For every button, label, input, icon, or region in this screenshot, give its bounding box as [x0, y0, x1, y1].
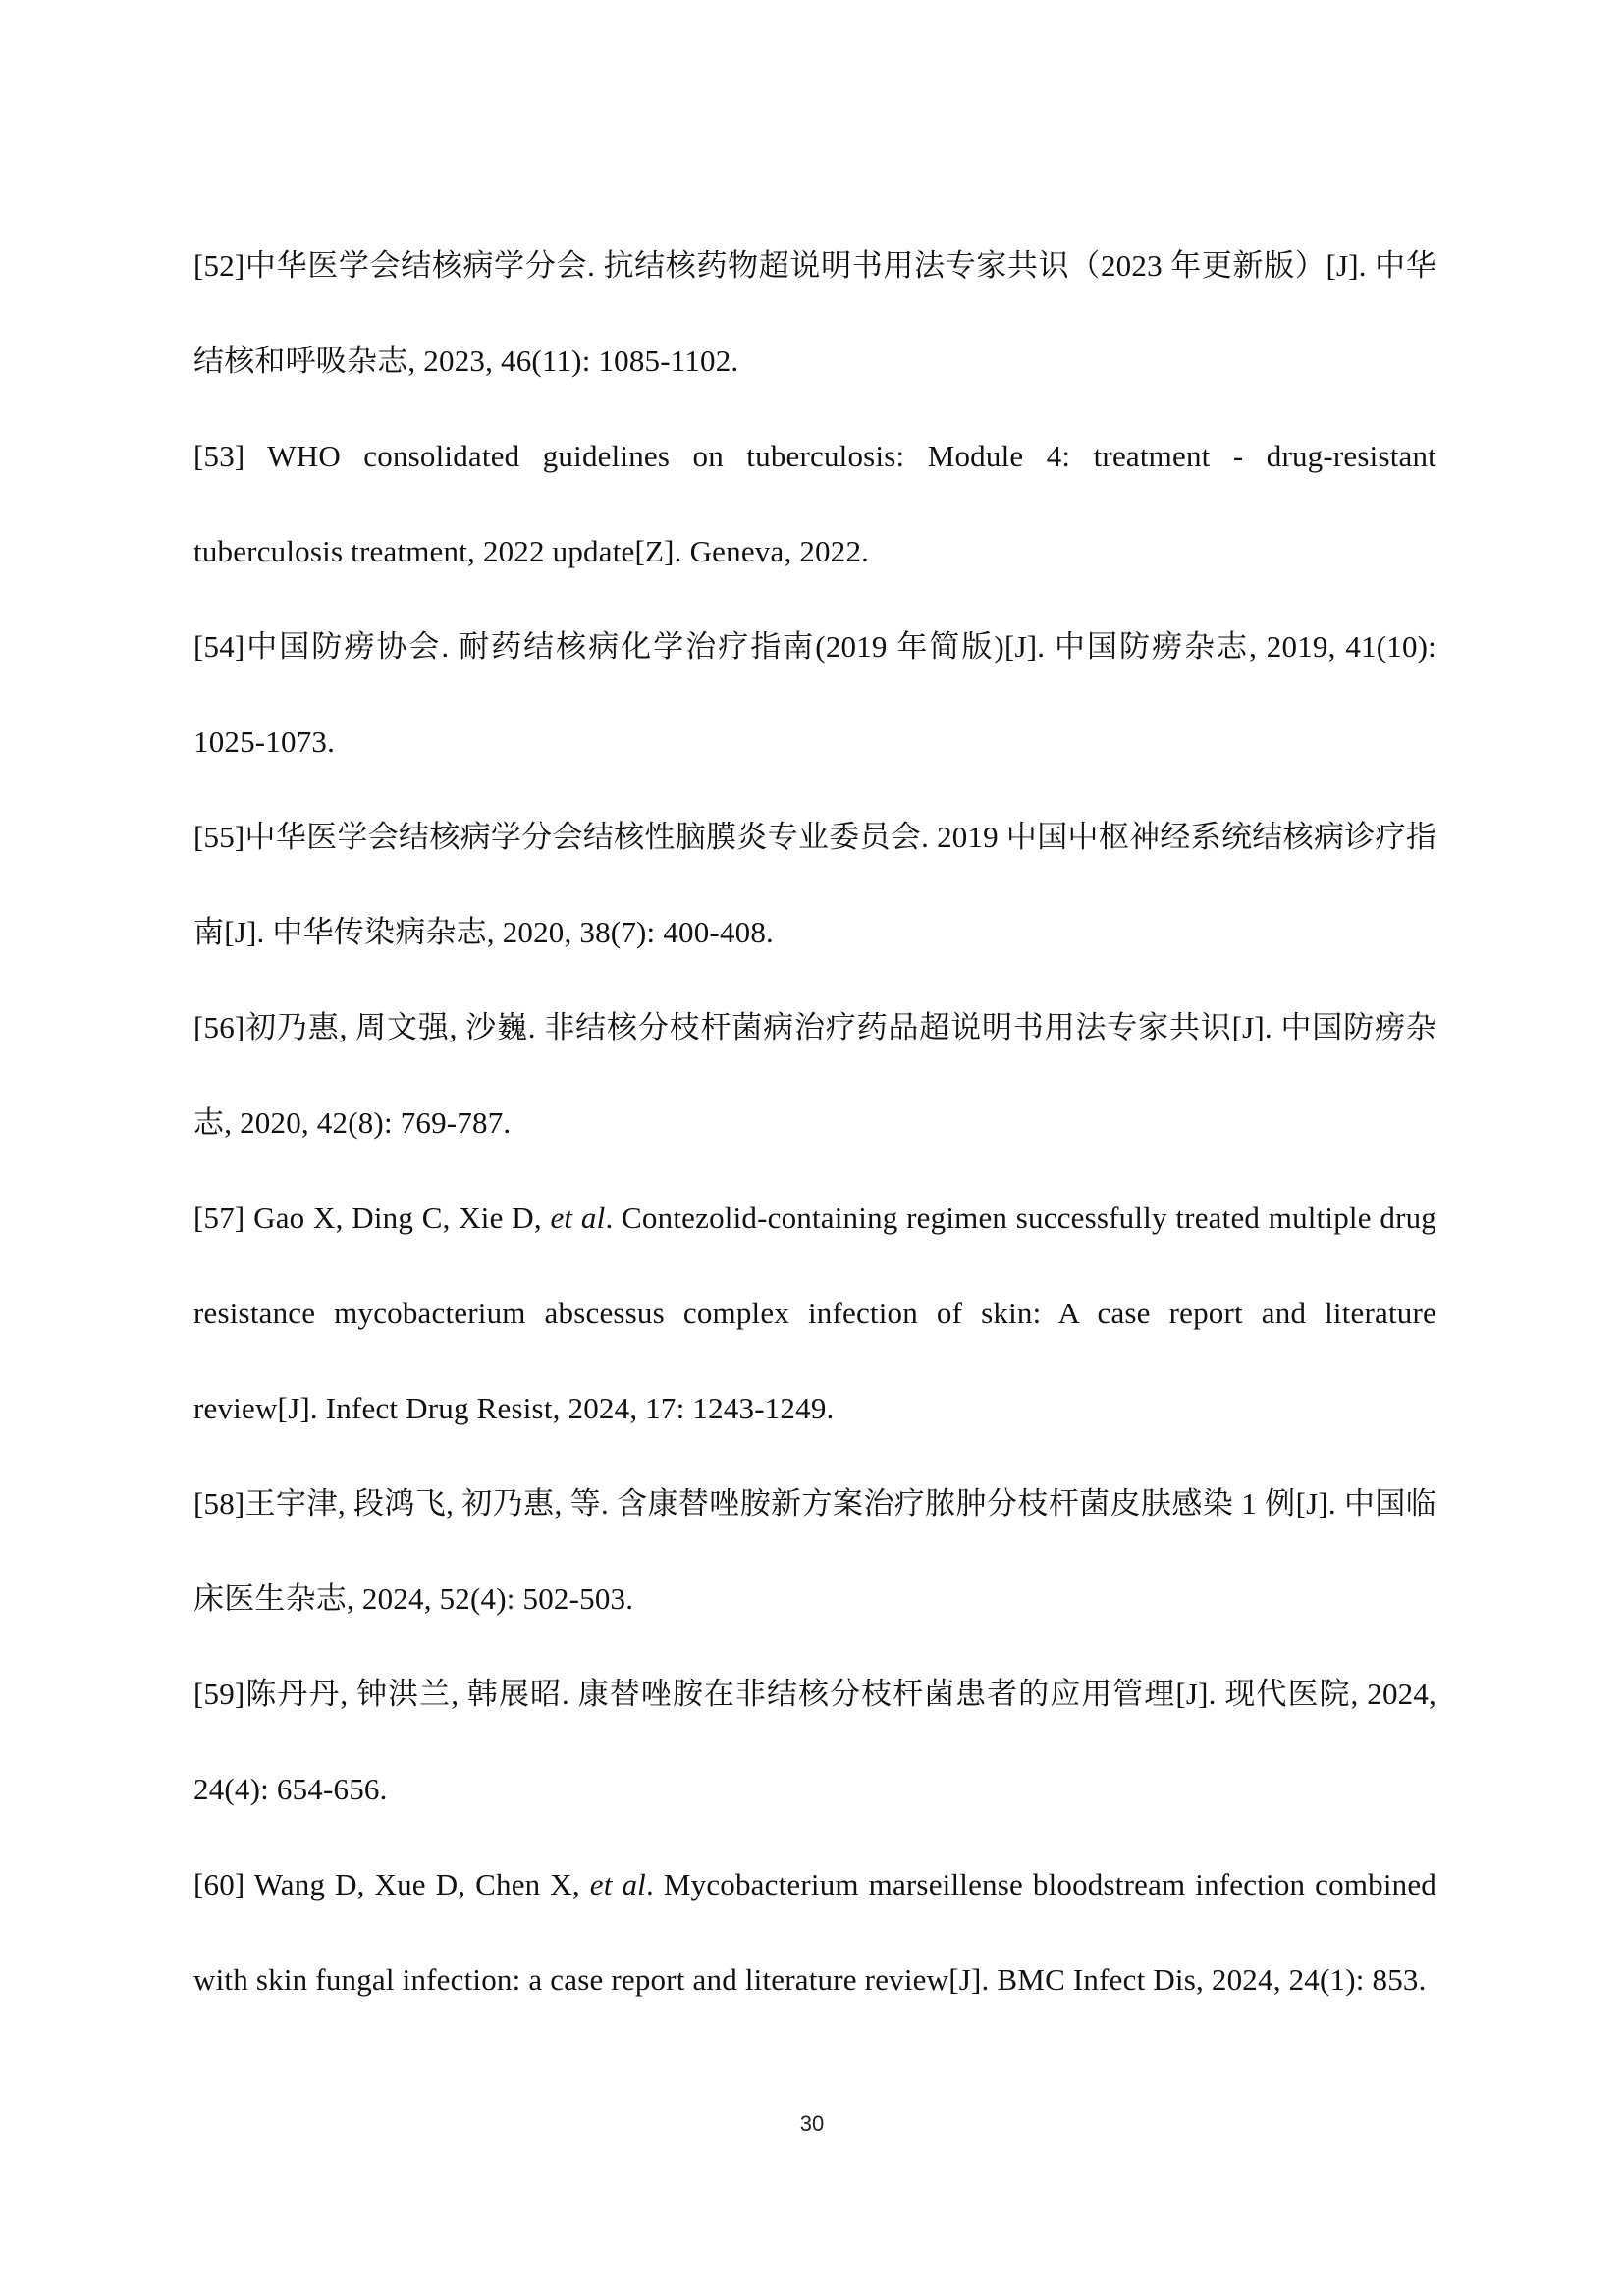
reference-number: [52]	[193, 248, 245, 283]
reference-number: [59]	[193, 1677, 245, 1711]
reference-text: 中华医学会结核病学分会结核性脑膜炎专业委员会. 2019 中国中枢神经系统结核病诊疗指南[J]. 中华传染病杂志, 2020, 38(7): 400-408.	[193, 820, 1436, 949]
reference-text: 王宇津, 段鸿飞, 初乃惠, 等. 含康替唑胺新方案治疗脓肿分枝杆菌皮肤感染 1 例[J]. 中国临床医生杂志, 2024, 52(4): 502-503.	[193, 1486, 1436, 1616]
reference-text: 中华医学会结核病学分会. 抗结核药物超说明书用法专家共识（2023 年更新版）[J]. 中华结核和呼吸杂志, 2023, 46(11): 1085-1102.	[193, 248, 1436, 378]
reference-number: [53]	[193, 439, 245, 473]
reference-number: [60]	[193, 1867, 245, 1901]
reference-item	[193, 1170, 1436, 1456]
reference-text: . Mycobacterium marseillense bloodstream infection combined with skin fungal infection: a case report and literature review[J]. BMC Infect Dis, 2024, 24(1): 853.	[193, 1867, 1436, 1997]
reference-text: . Contezolid-containing regimen successfully treated multiple drug resistance mycobacterium abscessus complex infection of skin: A case report and literature review[J]. Infect Drug Resist, 2024, 17: 1243-1249.	[193, 1201, 1436, 1425]
reference-text: 陈丹丹, 钟洪兰, 韩展昭. 康替唑胺在非结核分枝杆菌患者的应用管理[J]. 现代医院, 2024, 24(4): 654-656.	[193, 1677, 1436, 1806]
reference-item	[193, 218, 1436, 408]
reference-item	[193, 980, 1436, 1170]
reference-number: [56]	[193, 1010, 245, 1044]
reference-et-al: et al	[589, 1867, 646, 1901]
reference-et-al: et al	[550, 1201, 606, 1235]
reference-list	[193, 218, 1436, 2027]
reference-item	[193, 1646, 1436, 1837]
reference-item	[193, 1456, 1436, 1646]
reference-authors: Gao X, Ding C, Xie D,	[244, 1201, 551, 1235]
reference-text: 中国防痨协会. 耐药结核病化学治疗指南(2019 年简版)[J]. 中国防痨杂志, 2019, 41(10): 1025-1073.	[193, 629, 1436, 759]
reference-number: [55]	[193, 820, 245, 854]
reference-text: 初乃惠, 周文强, 沙巍. 非结核分枝杆菌病治疗药品超说明书用法专家共识[J]. 中国防痨杂志, 2020, 42(8): 769-787.	[193, 1010, 1436, 1140]
reference-item	[193, 1837, 1436, 2027]
reference-authors: Wang D, Xue D, Chen X,	[244, 1867, 590, 1901]
reference-number: [57]	[193, 1201, 245, 1235]
reference-item	[193, 789, 1436, 980]
reference-item	[193, 408, 1436, 599]
reference-number: [54]	[193, 629, 245, 664]
page-number: 30	[799, 2111, 825, 2136]
reference-number: [58]	[193, 1486, 245, 1521]
reference-item	[193, 599, 1436, 789]
reference-text: WHO consolidated guidelines on tuberculosis: Module 4: treatment - drug-resistant tuberculosis treatment, 2022 update[Z]. Geneva, 2022.	[193, 439, 1436, 568]
